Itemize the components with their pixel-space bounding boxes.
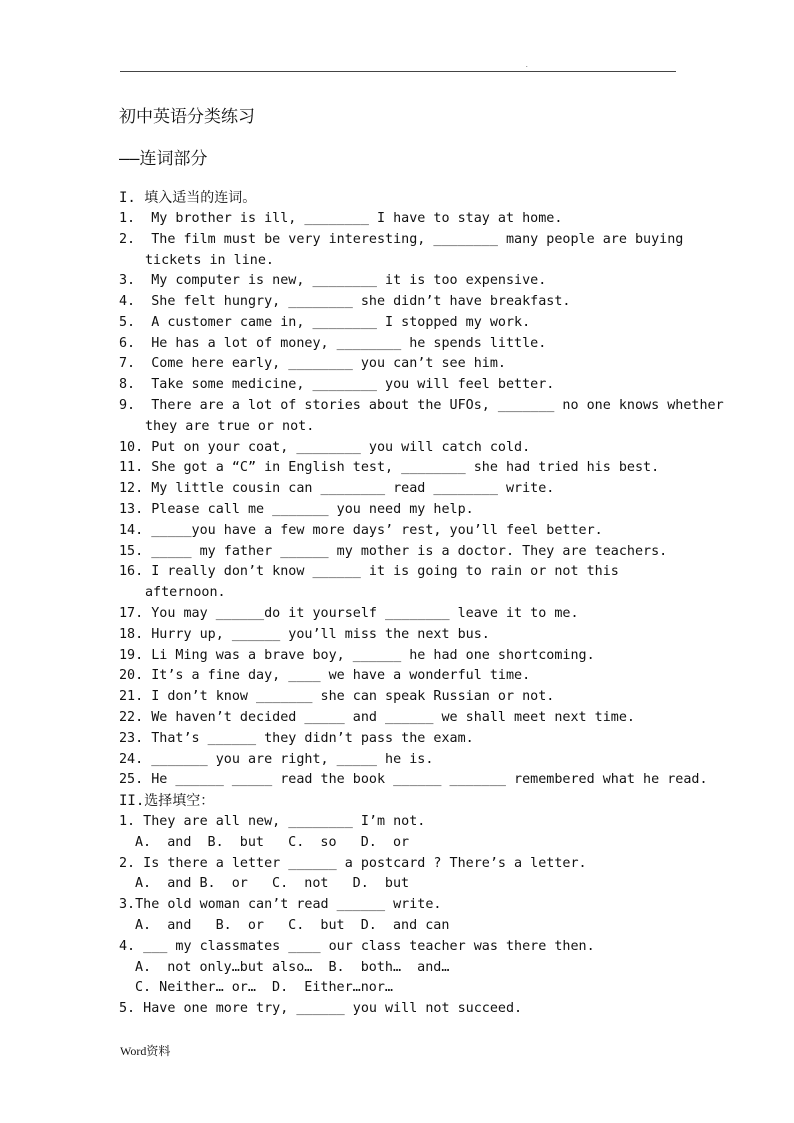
- section1-line: 10. Put on your coat, ________ you will catch cold.: [119, 439, 531, 455]
- section-1-list: [119, 209, 724, 791]
- section1-line: they are true or not.: [145, 418, 315, 434]
- section2-line: A. not only…but also… B. both… and…: [135, 959, 450, 975]
- page-subtitle: ——连词部分: [119, 149, 208, 169]
- section1-line: 1. My brother is ill, ________ I have to stay at home.: [119, 210, 563, 226]
- footer-label: Word资料: [120, 1044, 171, 1058]
- header-dot: .: [525, 62, 529, 69]
- section1-line: 16. I really don’t know ______ it is going to rain or not this: [119, 564, 619, 580]
- section1-line: 3. My computer is new, ________ it is too expensive.: [119, 273, 547, 289]
- section1-line: 12. My little cousin can ________ read ________ write.: [119, 481, 555, 497]
- section1-line: 9. There are a lot of stories about the UFOs, _______ no one knows whether: [119, 398, 724, 414]
- section1-line: 19. Li Ming was a brave boy, ______ he had one shortcoming.: [119, 647, 595, 663]
- section-2-heading: II.选择填空：: [119, 793, 215, 810]
- section2-line: A. and B. or C. not D. but: [135, 876, 410, 892]
- section1-line: 11. She got a “C” in English test, ________ she had tried his best.: [119, 460, 660, 476]
- section2-line: C. Neither… or… D. Either…nor…: [135, 980, 393, 996]
- section1-line: 5. A customer came in, ________ I stopped my work.: [119, 314, 531, 330]
- document-body: [119, 102, 724, 1020]
- section1-line: 23. That’s ______ they didn’t pass the exam.: [119, 730, 474, 746]
- section1-line: 22. We haven’t decided _____ and ______ we shall meet next time.: [119, 710, 635, 726]
- section1-line: 17. You may ______do it yourself ________ leave it to me.: [119, 606, 579, 622]
- section1-line: 25. He ______ _____ read the book ______ _______ remembered what he read.: [119, 772, 708, 788]
- section-1-heading: I. 填入适当的连词。: [119, 190, 257, 207]
- header-rule: [120, 71, 676, 72]
- section2-line: 1. They are all new, ________ I’m not.: [119, 814, 426, 830]
- section1-line: 14. _____you have a few more days’ rest, you’ll feel better.: [119, 522, 603, 538]
- section2-line: 4. ___ my classmates ____ our class teacher was there then.: [119, 938, 595, 954]
- section1-line: 13. Please call me _______ you need my help.: [119, 502, 474, 518]
- section1-line: afternoon.: [145, 585, 226, 601]
- section1-line: 8. Take some medicine, ________ you will feel better.: [119, 377, 555, 393]
- section1-line: 24. _______ you are right, _____ he is.: [119, 751, 434, 767]
- section1-line: 6. He has a lot of money, ________ he spends little.: [119, 335, 547, 351]
- section-2-list: [119, 812, 689, 1020]
- section2-line: 2. Is there a letter ______ a postcard ? There’s a letter.: [119, 855, 587, 871]
- section2-line: 3.The old woman can’t read ______ write.: [119, 897, 442, 913]
- section2-line: A. and B. or C. but D. and can: [135, 918, 450, 933]
- section1-line: 7. Come here early, ________ you can’t see him.: [119, 356, 506, 372]
- section1-line: 15. _____ my father ______ my mother is a doctor. They are teachers.: [119, 543, 668, 559]
- section1-line: 4. She felt hungry, ________ she didn’t have breakfast.: [119, 294, 571, 310]
- section2-line: 5. Have one more try, ______ you will not succeed.: [119, 1001, 523, 1017]
- section1-line: 2. The film must be very interesting, ________ many people are buying: [119, 231, 684, 247]
- section1-line: tickets in line.: [145, 252, 274, 268]
- section2-line: A. and B. but C. so D. or: [135, 834, 410, 850]
- section1-line: 20. It’s a fine day, ____ we have a wonderful time.: [119, 668, 531, 684]
- section1-line: 21. I don’t know _______ she can speak Russian or not.: [119, 689, 555, 705]
- section1-line: 18. Hurry up, ______ you’ll miss the next bus.: [119, 626, 490, 642]
- page-title: 初中英语分类练习: [119, 107, 255, 127]
